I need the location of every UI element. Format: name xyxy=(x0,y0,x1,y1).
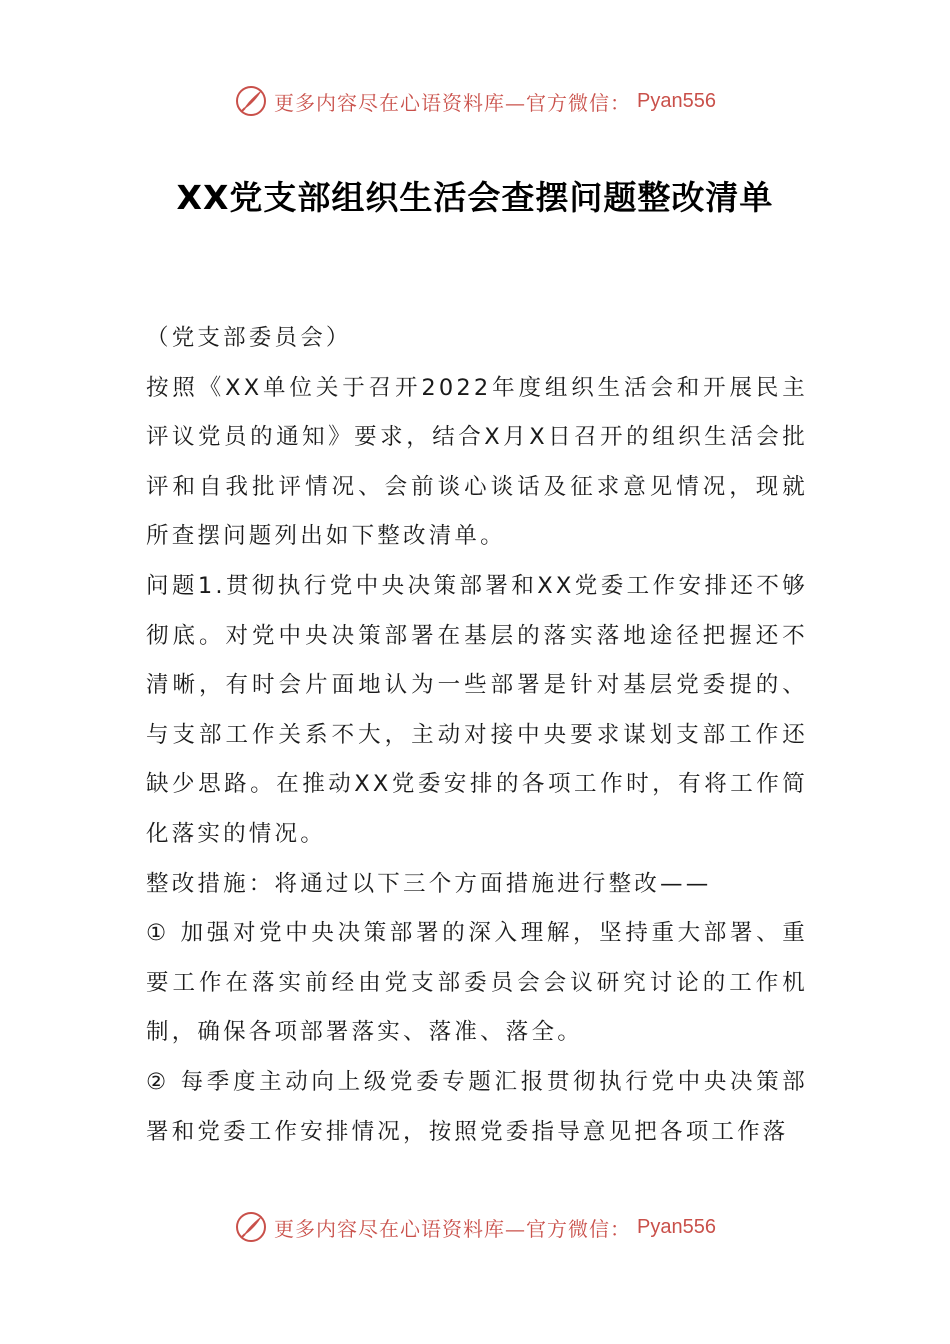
watermark-wechat-id: Pyan556 xyxy=(637,1215,716,1238)
paragraph-problem-1: 问题1.贯彻执行党中央决策部署和XX党委工作安排还不够彻底。对党中央决策部署在基层的落实落地途径把握还不清晰，有时会片面地认为一些部署是针对基层党委提的、与支部工作关系不大，主动对接中央要求谋划支部工作还缺少思路。在推动XX党委安排的各项工作时，有将工作简化落实的情况。 xyxy=(146,572,808,847)
watermark-text: 更多内容尽在心语资料库—官方微信： xyxy=(274,1216,632,1241)
quill-pen-logo-icon xyxy=(234,1210,268,1244)
paragraph-intro: 按照《XX单位关于召开2022年度组织生活会和开展民主评议党员的通知》要求，结合X月X日召开的组织生活会批评和自我批评情况、会前谈心谈话及征求意见情况，现就所查摆问题列出如下整改清单。 xyxy=(146,374,808,550)
header-watermark xyxy=(0,84,950,118)
footer-watermark xyxy=(0,1210,950,1244)
paragraph-committee: （党支部委员会） xyxy=(146,325,352,351)
watermark-wechat-id: Pyan556 xyxy=(637,89,716,112)
paragraph-measure-2: ② 每季度主动向上级党委专题汇报贯彻执行党中央决策部署和党委工作安排情况，按照党委指导意见把各项工作落 xyxy=(146,1068,808,1145)
paragraph-measure-1: ① 加强对党中央决策部署的深入理解，坚持重大部署、重要工作在落实前经由党支部委员会会议研究讨论的工作机制，确保各项部署落实、落准、落全。 xyxy=(146,920,808,1046)
watermark-text: 更多内容尽在心语资料库—官方微信： xyxy=(274,90,632,115)
document-body xyxy=(146,314,808,1157)
quill-pen-logo-icon xyxy=(234,84,268,118)
document-title: XX党支部组织生活会查摆问题整改清单 xyxy=(176,178,774,217)
paragraph-measures-heading: 整改措施：将通过以下三个方面措施进行整改—— xyxy=(146,870,712,897)
